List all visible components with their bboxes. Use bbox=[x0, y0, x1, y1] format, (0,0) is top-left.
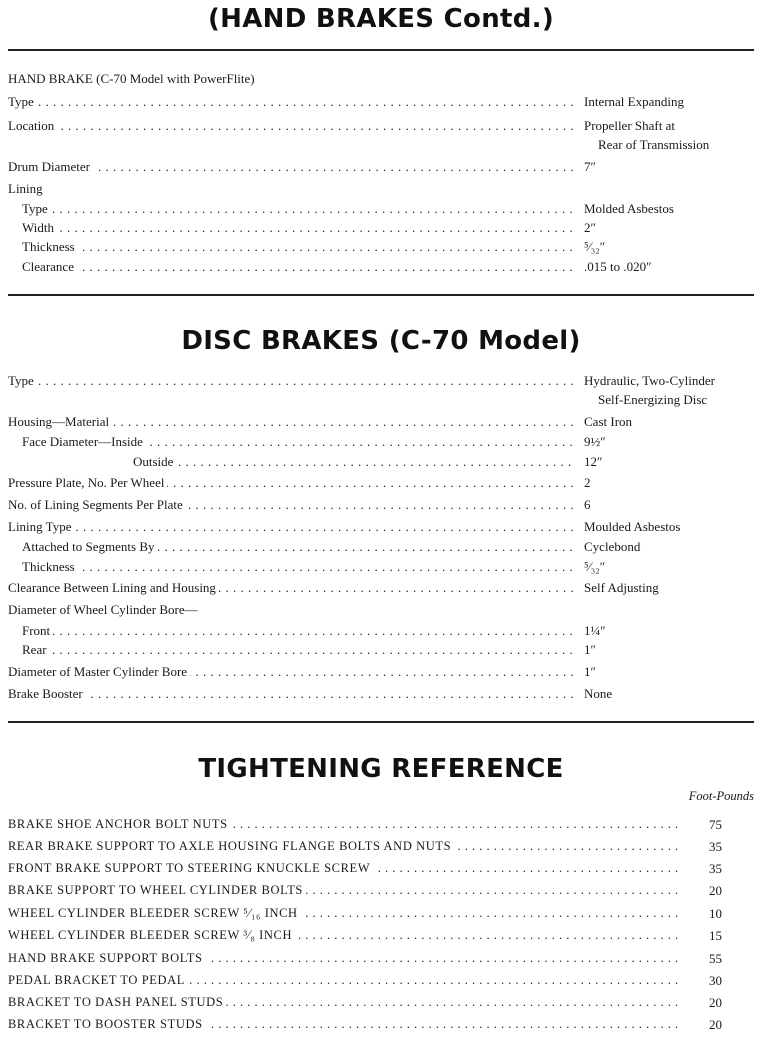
torque-row: BRAKE SHOE ANCHOR BOLT NUTS . . . 75 bbox=[8, 815, 722, 834]
torque-value: 20 bbox=[709, 995, 722, 1010]
torque-row: WHEEL CYLINDER BLEEDER SCREW ³⁄₈ INCH . . . 15 bbox=[8, 926, 722, 945]
torque-value: 20 bbox=[709, 883, 722, 898]
spec-value-line2: Self-Energizing Disc bbox=[598, 392, 708, 407]
spec-value: 2 bbox=[584, 475, 591, 490]
spec-value: Cast Iron bbox=[584, 414, 633, 429]
spec-value: 7″ bbox=[584, 159, 596, 174]
spec-value: ⁵⁄₃₂″ bbox=[584, 239, 606, 254]
torque-value: 20 bbox=[709, 1017, 722, 1032]
torque-row: HAND BRAKE SUPPORT BOLTS . . . 55 bbox=[8, 949, 722, 968]
spec-value: Internal Expanding bbox=[584, 94, 684, 109]
disc-brakes-title: DISC BRAKES (C-70 Model) bbox=[181, 326, 581, 356]
torque-row: REAR BRAKE SUPPORT TO AXLE HOUSING FLANGE BOLTS AND NUTS . . . 35 bbox=[8, 837, 722, 856]
torque-value: 35 bbox=[709, 861, 722, 876]
spec-value: None bbox=[584, 686, 613, 701]
torque-row: BRAKE SUPPORT TO WHEEL CYLINDER BOLTS . . . 20 bbox=[8, 881, 722, 900]
torque-value: 30 bbox=[709, 973, 722, 988]
torque-value: 15 bbox=[709, 928, 722, 943]
spec-value: 9½″ bbox=[584, 434, 606, 449]
spec-value: Cyclebond bbox=[584, 539, 641, 554]
torque-row: FRONT BRAKE SUPPORT TO STEERING KNUCKLE SCREW . . . 35 bbox=[8, 859, 722, 878]
spec-page: (HAND BRAKES Contd.) HAND BRAKE (C-70 Model with PowerFlite) Type . . . Internal Expanding Location . . . Propeller Shaft at Rear of Transmission Drum Diameter . . . 7″ Lining Type . . . Molded Asbestos Width . . . 2″ Thickness . . . ⁵⁄₃₂″ Clearance . . . .015 to .020″ DISC BRAKES (C-70 Model) Type . . . Hydraulic, Two-Cylinder Self-Energizing Disc Housing—Material . . . Cast Iron Face Diameter—Inside . . . 9½″ Outside . . . 12″ Pressure Plate, No. Per Wheel . . . 2 No. of Lining Segments Per Plate . . . 6 Lining Type . . . Moulded Asbestos Attached to Segments By . . . Cyclebond Thickness . . . ⁵⁄₃₂″ Clearance Between Lining and Housing . . . Self Adjusting Diameter of Wheel Cylinder Bore— Front . . . 1¼″ Rear . . . 1″ Diameter of Master Cylinder Bore . . . 1″ Brake Booster . . . None TIGHTENING REFERENCE Foot-Pounds BRAKE SHOE ANCHOR BOLT NUTS . . . 75 REAR BRAKE SUPPORT TO AXLE HOUSING FLANGE BOLTS AND NUTS . . . 35 FRONT BRAKE SUPPORT TO STEERING KNUCKLE SCREW . . . 35 BRAKE SUPPORT TO WHEEL CYLINDER BOLTS . . . 20 WHEEL CYLINDER BLEEDER SCREW ⁵⁄₁₆ INCH . . . 10 WHEEL CYLINDER BLEEDER SCREW ³⁄₈ INCH . . . 15 HAND BRAKE SUPPORT BOLTS . . . 55 PEDAL BRACKET TO PEDAL . . . 30 BRACKET TO DASH PANEL STUDS . . . 20 BRACKET TO BOOSTER STUDS . . . 20 bbox=[0, 0, 762, 1038]
spec-value: 6 bbox=[584, 497, 591, 512]
spec-value: Moulded Asbestos bbox=[584, 519, 681, 534]
divider bbox=[8, 294, 754, 296]
hand-brake-heading: HAND BRAKE (C-70 Model with PowerFlite) bbox=[8, 71, 255, 86]
spec-value: 2″ bbox=[584, 220, 596, 235]
spec-value: Hydraulic, Two-Cylinder bbox=[584, 373, 715, 388]
torque-row: PEDAL BRACKET TO PEDAL . . . 30 bbox=[8, 971, 722, 990]
spec-value: 12″ bbox=[584, 454, 603, 469]
divider bbox=[8, 49, 754, 51]
spec-value: .015 to .020″ bbox=[584, 259, 652, 274]
torque-value: 75 bbox=[709, 817, 722, 832]
spec-group-label: Lining bbox=[8, 181, 43, 196]
torque-value: 35 bbox=[709, 839, 722, 854]
tightening-title: TIGHTENING REFERENCE bbox=[198, 754, 564, 784]
spec-group-label: Diameter of Wheel Cylinder Bore— bbox=[8, 602, 198, 617]
torque-row: BRACKET TO BOOSTER STUDS . . . 20 bbox=[8, 1015, 722, 1034]
spec-value: 1″ bbox=[584, 664, 596, 679]
hand-brakes-title: (HAND BRAKES Contd.) bbox=[207, 4, 555, 34]
torque-value: 55 bbox=[709, 951, 722, 966]
spec-value: 1¼″ bbox=[584, 623, 606, 638]
torque-row: WHEEL CYLINDER BLEEDER SCREW ⁵⁄₁₆ INCH . . . 10 bbox=[8, 904, 722, 923]
unit-label: Foot-Pounds bbox=[688, 789, 754, 803]
spec-value-line2: Rear of Transmission bbox=[598, 137, 710, 152]
spec-value: Propeller Shaft at bbox=[584, 118, 675, 133]
torque-row: BRACKET TO DASH PANEL STUDS . . . 20 bbox=[8, 993, 722, 1012]
spec-value: 1″ bbox=[584, 642, 596, 657]
divider bbox=[8, 721, 754, 723]
spec-value: Molded Asbestos bbox=[584, 201, 674, 216]
spec-value: ⁵⁄₃₂″ bbox=[584, 559, 606, 574]
torque-value: 10 bbox=[709, 906, 722, 921]
spec-value: Self Adjusting bbox=[584, 580, 659, 595]
